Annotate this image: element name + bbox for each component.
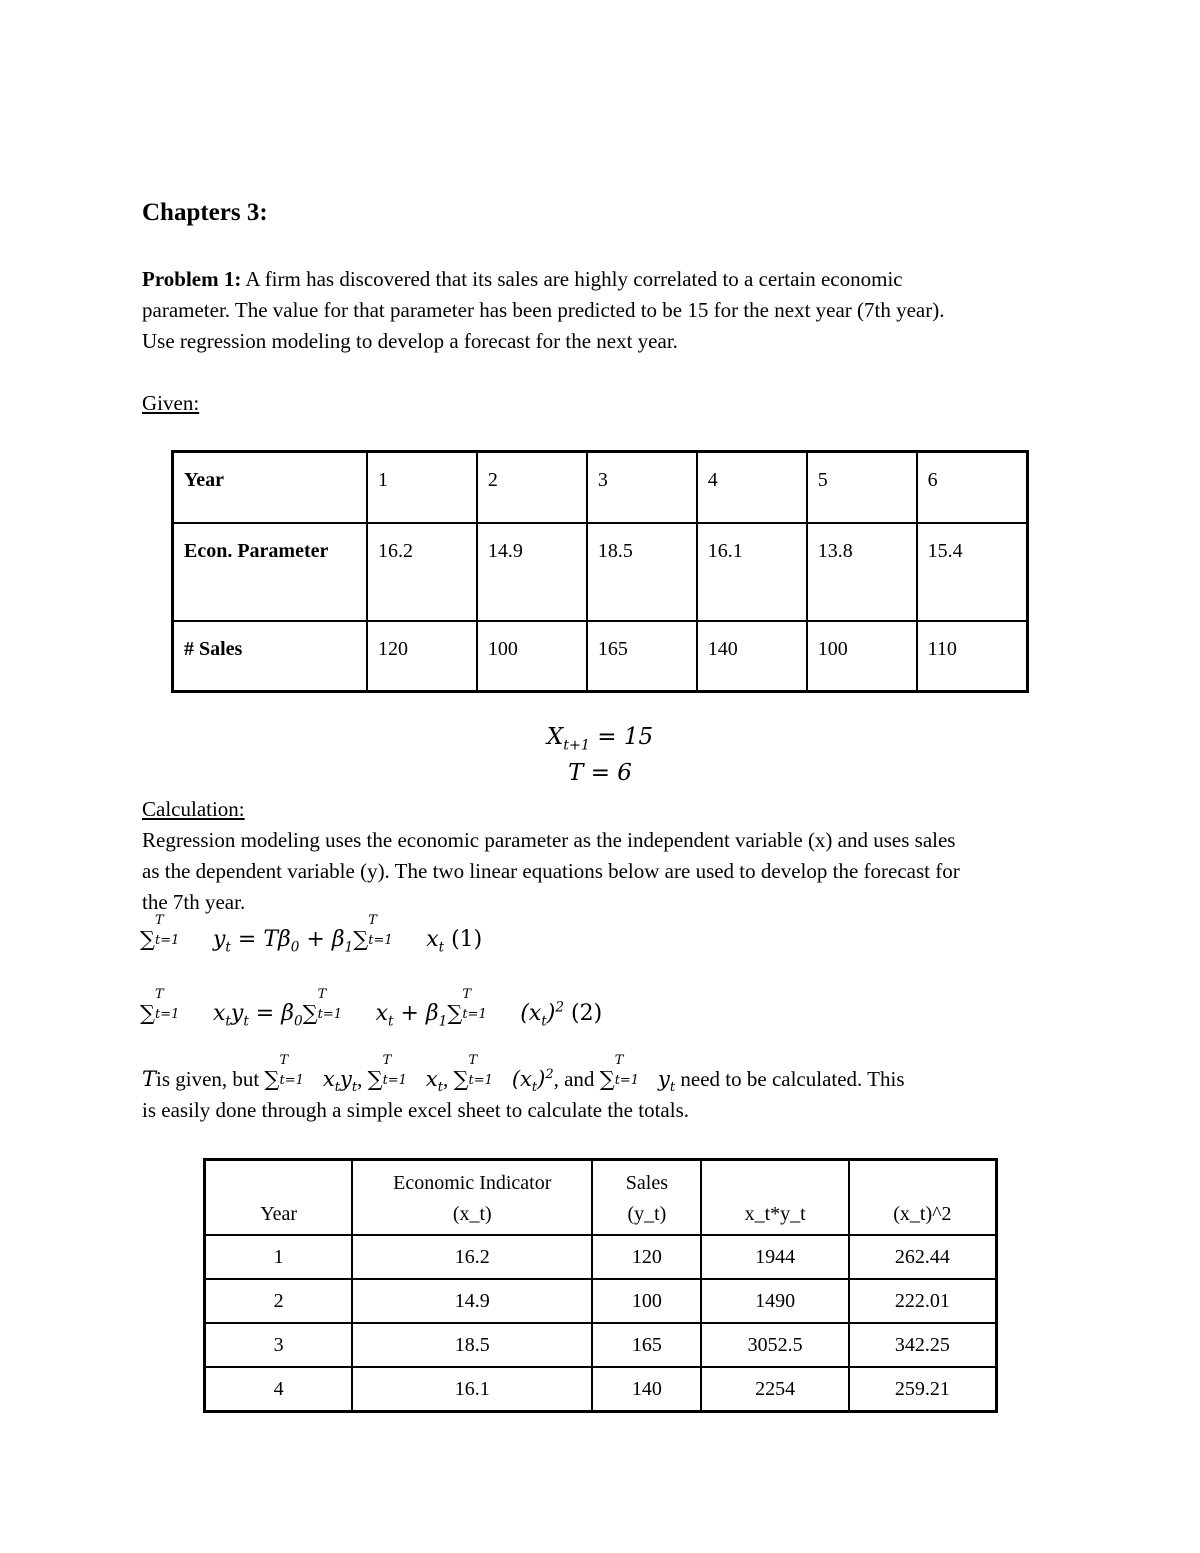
given-cell: 100 [807, 621, 917, 692]
calc-cell: 2 [205, 1279, 353, 1323]
given-table-row [173, 523, 1028, 621]
calc-cell: 120 [592, 1235, 701, 1279]
calculation-line-1: Regression modeling uses the economic parameter as the independent variable (x) and uses sales [142, 828, 956, 852]
calc-cell: 165 [592, 1323, 701, 1367]
given-cell: 1 [367, 452, 477, 524]
given-cell: 120 [367, 621, 477, 692]
calculation-label: Calculation: [142, 797, 245, 821]
given-label: Given: [142, 391, 200, 415]
given-cell: 4 [697, 452, 807, 524]
equation-2: ∑ T t=1 $x_ty_t = \beta_0\sum$ T t=1 $x_t + \beta_1\sum$ T t=1 $(x_t)^2$ (2) [140, 987, 603, 1030]
calc-column-header: Economic Indicator (x_t) [352, 1160, 592, 1236]
calc-cell: 1490 [701, 1279, 848, 1323]
problem-label: Problem 1: [142, 267, 242, 291]
given-cell: 16.2 [367, 523, 477, 621]
given-cell: 100 [477, 621, 587, 692]
calc-cell: 16.1 [352, 1367, 592, 1412]
calculation-line-2: as the dependent variable (y). The two linear equations below are used to develop the forecast for [142, 859, 960, 883]
given-cell: 13.8 [807, 523, 917, 621]
equation-1: ∑ T t=1 $y_t = T\beta_0 + \beta_1\sum$ T t=1 $x_t$ (1) [140, 913, 483, 956]
problem-line-3: Use regression modeling to develop a forecast for the next year. [142, 329, 678, 353]
equation-1-tag: (1) [451, 927, 483, 952]
given-cell: 15.4 [917, 523, 1028, 621]
calc-cell: 1 [205, 1235, 353, 1279]
calc-table-row [205, 1235, 997, 1279]
calc-cell: 2254 [701, 1367, 848, 1412]
calc-cell: 16.2 [352, 1235, 592, 1279]
given-cell: 14.9 [477, 523, 587, 621]
given-cell: 110 [917, 621, 1028, 692]
calculation-table [203, 1158, 998, 1413]
note-line-2: is easily done through a simple excel sheet to calculate the totals. [142, 1098, 689, 1122]
calculation-line-3: the 7th year. [142, 890, 246, 914]
calc-cell: 342.25 [849, 1323, 997, 1367]
page-heading: Chapters 3: [142, 199, 268, 226]
given-cell: 3 [587, 452, 697, 524]
equation-t-value: T = 6 [568, 760, 632, 786]
calc-table-row [205, 1367, 997, 1412]
calc-cell: 14.9 [352, 1279, 592, 1323]
given-table-row [173, 621, 1028, 692]
calc-cell: 4 [205, 1367, 353, 1412]
calc-cell: 222.01 [849, 1279, 997, 1323]
calc-cell: 1944 [701, 1235, 848, 1279]
given-row-label: # Sales [173, 621, 368, 692]
calc-column-header: (x_t)^2 [849, 1160, 997, 1236]
given-cell: 140 [697, 621, 807, 692]
calc-cell: 262.44 [849, 1235, 997, 1279]
calc-table-row [205, 1323, 997, 1367]
calc-column-header: Sales (y_t) [592, 1160, 701, 1236]
problem-statement [142, 264, 1072, 357]
problem-line-2: parameter. The value for that parameter has been predicted to be 15 for the next year (7th year). [142, 298, 945, 322]
calc-cell: 140 [592, 1367, 701, 1412]
calc-cell: 3052.5 [701, 1323, 848, 1367]
given-row-label: Econ. Parameter [173, 523, 368, 621]
given-data-table [171, 450, 1029, 693]
given-row-label: Year [173, 452, 368, 524]
given-cell: 165 [587, 621, 697, 692]
given-cell: 2 [477, 452, 587, 524]
calc-table-row [205, 1279, 997, 1323]
calc-cell: 259.21 [849, 1367, 997, 1412]
calc-cell: 100 [592, 1279, 701, 1323]
note-text: Tis given, but ∑ T t=1 $x_ty_t$, ∑ T t=1 $x_t$, ∑ T t=1 $(x_t)^2$, and ∑ T t=1 $y_t$ need to be calculated. This is easily done through a simple excel sheet to calculate the totals. [142, 1064, 1072, 1126]
given-cell: 5 [807, 452, 917, 524]
calc-column-header: Year [205, 1160, 353, 1236]
given-cell: 16.1 [697, 523, 807, 621]
given-cell: 6 [917, 452, 1028, 524]
equation-2-tag: (2) [571, 1001, 603, 1026]
calculation-text [142, 825, 1072, 918]
calc-column-header: x_t*y_t [701, 1160, 848, 1236]
given-table-row [173, 452, 1028, 524]
equation-x-next: $X_{t+1} = 15$ [546, 724, 654, 754]
calc-cell: 3 [205, 1323, 353, 1367]
given-cell: 18.5 [587, 523, 697, 621]
calc-cell: 18.5 [352, 1323, 592, 1367]
problem-line-1: A firm has discovered that its sales are highly correlated to a certain economic [241, 267, 903, 291]
